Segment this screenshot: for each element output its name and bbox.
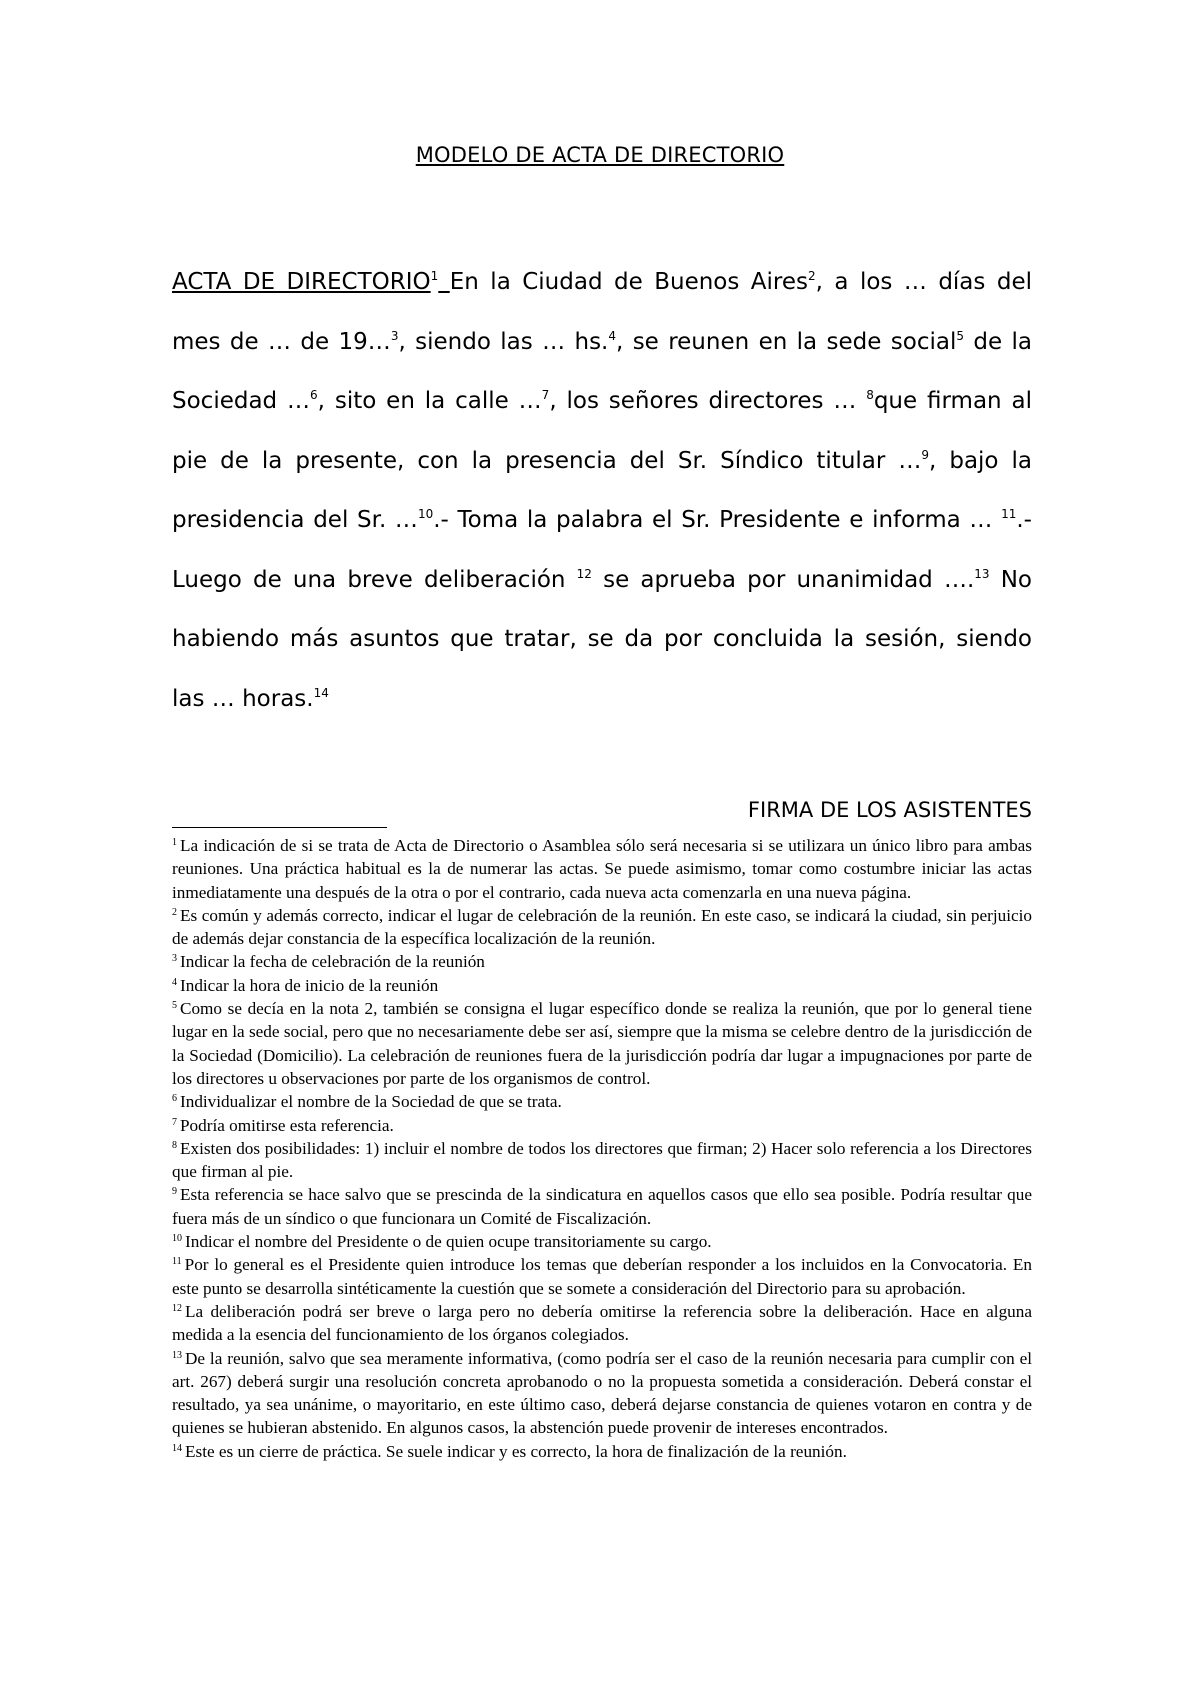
footnote-text: Existen dos posibilidades: 1) incluir el nombre de todos los directores que firman; 2) Hacer solo referencia a los Directores que firman al pie. bbox=[172, 1138, 1032, 1182]
footnote-number: 13 bbox=[172, 1349, 182, 1361]
body-text-segment: , siendo las … hs. bbox=[398, 328, 609, 355]
footnote-text: La deliberación podrá ser breve o larga pero no debería omitirse la referencia sobre la deliberación. Hace en alguna medida a la esencia del funcionamiento de los órganos colegiados. bbox=[172, 1301, 1032, 1345]
footnote-text: Individualizar el nombre de la Sociedad de que se trata. bbox=[180, 1092, 562, 1112]
footnote bbox=[172, 1114, 1032, 1137]
footnote-text: Como se decía en la nota 2, también se consigna el lugar específico donde se realiza la reunión, que por lo general tiene lugar en la sede social, pero que no necesariamente debe ser así, siempre que la misma se celebre dentro de la jurisdicción de la Sociedad (Domicilio). La celebración de reuniones fuera de la jurisdicción podría dar lugar a impugnaciones por parte de los directores u observaciones por parte de los organismos de control. bbox=[172, 999, 1032, 1088]
body-text-segment: que firman al pie de la presente, con la presencia del Sr. Síndico titular … bbox=[172, 388, 1032, 474]
footnote-number: 9 bbox=[172, 1186, 177, 1198]
footnote bbox=[172, 904, 1032, 951]
footnote-number: 3 bbox=[172, 953, 177, 965]
footnote-text: La indicación de si se trata de Acta de Directorio o Asamblea sólo será necesaria si se utilizara un único libro para ambas reuniones. Una práctica habitual es la de numerar las actas. Se puede asimismo, tomar como costumbre iniciar las actas inmediatamente una después de la otra o por el contrario, cada nueva acta comenzarla en una nueva página. bbox=[172, 836, 1032, 902]
footnote bbox=[172, 1440, 1032, 1463]
signature-label: FIRMA DE LOS ASISTENTES bbox=[747, 798, 1032, 822]
footnote-text: Es común y además correcto, indicar el lugar de celebración de la reunión. En este caso, se indicará la ciudad, sin perjuicio de además dejar constancia de la específica localización de la reunión. bbox=[172, 905, 1032, 949]
footnotes-section bbox=[172, 834, 1032, 1463]
footnote-ref: 2 bbox=[808, 269, 816, 283]
footnote-text: Indicar la hora de inicio de la reunión bbox=[180, 975, 439, 995]
footnote-number: 2 bbox=[172, 906, 177, 918]
body-text-segment: , sito en la calle … bbox=[317, 388, 542, 414]
acta-body-paragraph bbox=[172, 253, 1032, 729]
footnote-text: Por lo general es el Presidente quien introduce los temas que deberían responder a los incluidos en la Convocatoria. En este punto se desarrolla sintéticamente la cuestión que se somete a consideración del Directorio para su aprobación. bbox=[172, 1255, 1032, 1298]
footnote-ref: 14 bbox=[313, 685, 329, 700]
footnote-number: 1 bbox=[172, 837, 177, 848]
footnote-number: 10 bbox=[172, 1233, 182, 1245]
footnote-separator bbox=[172, 827, 387, 828]
footnote-text: De la reunión, salvo que sea meramente informativa, (como podría ser el caso de la reunión necesaria para cumplir con el art. 267) deberá surgir una resolución concreta aprobanodo o no la propuesta sometida a consideración. Deberá constar el resultado, ya sea unánime, o mayoritario, en este último caso, deberá dejarse constancia de quienes votaron en contra y de quienes se hubieran abstenido. En algunos casos, la abstención puede provenir de intereses encontrados. bbox=[172, 1348, 1032, 1438]
footnote bbox=[172, 1253, 1032, 1300]
footnote-number: 6 bbox=[172, 1093, 177, 1105]
body-text-segment: , bajo la presidencia del Sr. … bbox=[172, 447, 1032, 533]
body-text-segment: , los señores directores … bbox=[549, 388, 867, 414]
page-title: MODELO DE ACTA DE DIRECTORIO bbox=[415, 143, 785, 167]
footnote bbox=[172, 997, 1032, 1090]
footnote bbox=[172, 950, 1032, 973]
footnote-number: 5 bbox=[172, 1000, 177, 1012]
footnote bbox=[172, 1347, 1032, 1440]
footnote-number: 7 bbox=[172, 1116, 177, 1128]
body-text-segment: se aprueba por unanimidad …. bbox=[591, 566, 975, 593]
footnote-text: Este es un cierre de práctica. Se suele indicar y es correcto, la hora de finalización de la reunión. bbox=[185, 1441, 847, 1461]
footnote-ref: 3 bbox=[390, 328, 399, 343]
footnote-number: 8 bbox=[172, 1139, 177, 1151]
footnote-ref: 5 bbox=[956, 328, 965, 343]
footnote-ref: 6 bbox=[310, 388, 318, 402]
footnote-ref: 10 bbox=[417, 507, 434, 521]
body-text-segment: En la Ciudad de Buenos Aires bbox=[449, 269, 809, 295]
body-text-segment: .- Toma la palabra el Sr. Presidente e informa … bbox=[433, 507, 1002, 533]
footnote-ref: 4 bbox=[608, 328, 617, 343]
footnote-text: Indicar el nombre del Presidente o de quien ocupe transitoriamente su cargo. bbox=[185, 1232, 712, 1252]
body-text-segment: .- Luego de una breve deliberación bbox=[172, 507, 1032, 593]
footnote bbox=[172, 974, 1032, 997]
footnote-text: Podría omitirse esta referencia. bbox=[180, 1115, 394, 1135]
footnote-number: 4 bbox=[172, 976, 177, 988]
footnote-ref: 7 bbox=[541, 388, 550, 402]
footnote-ref: 12 bbox=[576, 566, 592, 581]
footnote-ref: 8 bbox=[866, 388, 874, 402]
footnote-ref: 1 bbox=[430, 269, 439, 283]
body-text-segment: No habiendo más asuntos que tratar, se da por concluida la sesión, siendo las … horas. bbox=[172, 566, 1032, 712]
body-text-segment: de la Sociedad … bbox=[172, 328, 1032, 414]
footnote bbox=[172, 834, 1032, 904]
footnote-number: 12 bbox=[172, 1302, 182, 1314]
footnote-ref: 9 bbox=[921, 447, 930, 462]
footnote-ref: 13 bbox=[974, 566, 990, 581]
footnote bbox=[172, 1090, 1032, 1113]
body-text-segment: , a los … días del mes de … de 19… bbox=[172, 269, 1032, 355]
footnote-text: Indicar la fecha de celebración de la reunión bbox=[180, 952, 485, 972]
footnote-number: 11 bbox=[172, 1256, 182, 1268]
body-text-segment: , se reunen en la sede social bbox=[616, 328, 957, 355]
footnote bbox=[172, 1137, 1032, 1184]
acta-heading-text: ACTA DE DIRECTORIO bbox=[172, 269, 431, 295]
footnote bbox=[172, 1183, 1032, 1230]
footnote-text: Esta referencia se hace salvo que se prescinda de la sindicatura en aquellos casos que ello sea posible. Podría resultar que fuera más de un síndico o que funcionara un Comité de Fiscalización. bbox=[172, 1185, 1032, 1228]
footnote-number: 14 bbox=[172, 1442, 182, 1454]
footnote-ref: 11 bbox=[1001, 507, 1017, 521]
footnote bbox=[172, 1300, 1032, 1347]
footnote bbox=[172, 1230, 1032, 1253]
acta-heading-text bbox=[438, 269, 449, 295]
